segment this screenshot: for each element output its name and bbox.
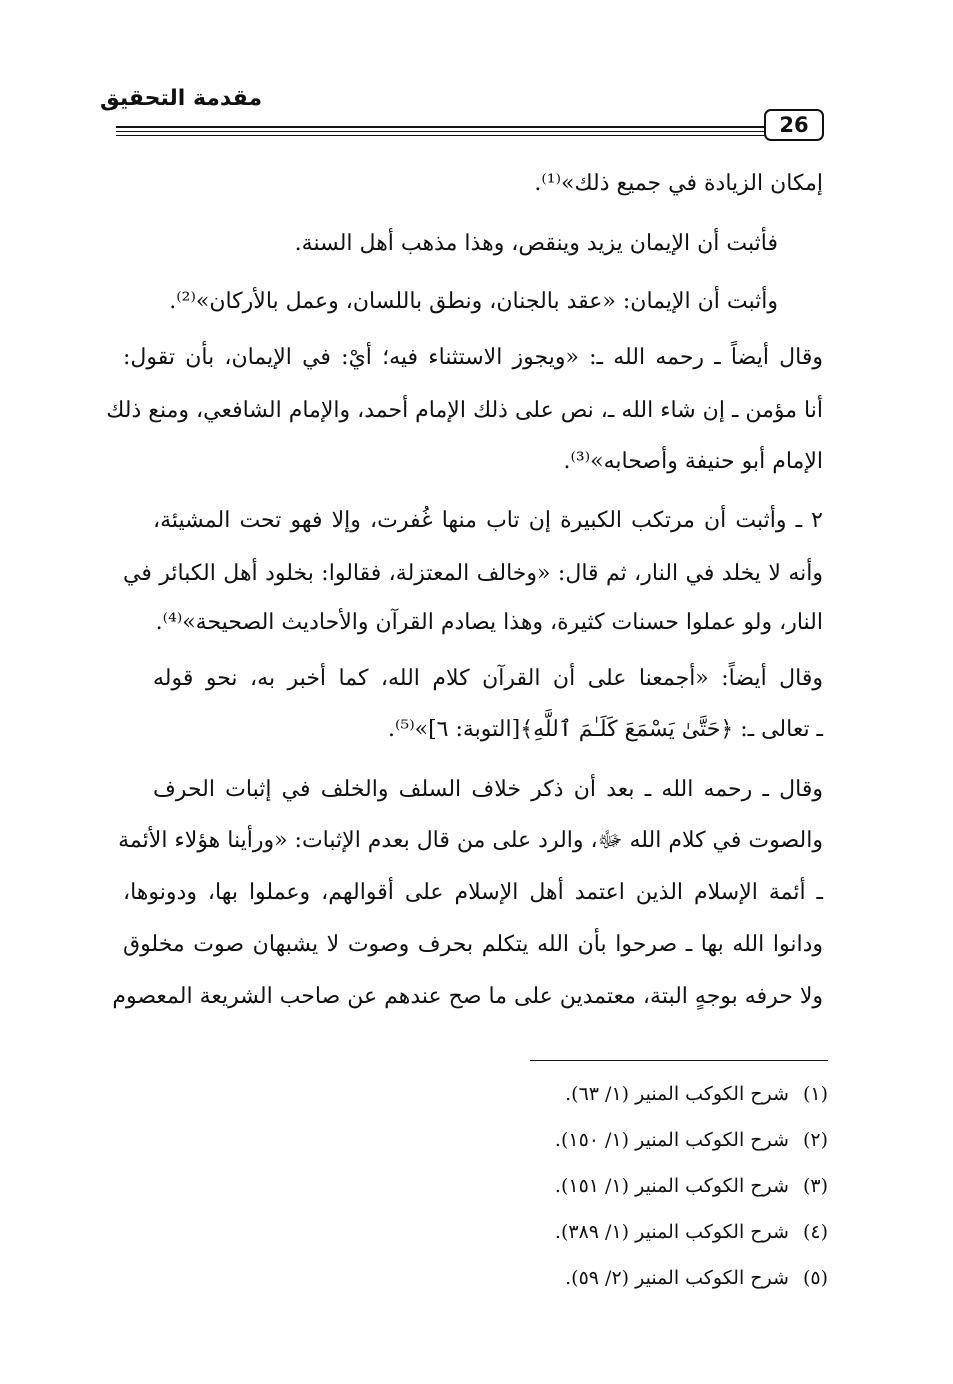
body-line: والصوت في كلام الله ﷻ، والرد على من قال بعدم الإثبات: «ورأينا هؤلاء الأئمة xyxy=(118,828,823,853)
footnote xyxy=(555,1125,828,1155)
body-line: وقال أيضاً ـ رحمه الله ـ: «ويجوز الاستثناء فيه؛ أيْ: في الإيمان، بأن تقول: xyxy=(123,345,823,370)
footnote-text: شرح الكوكب المنير (٢/ ٥٩). xyxy=(565,1267,789,1289)
body-line: ٢ ـ وأثبت أن مرتكب الكبيرة إن تاب منها غُفرت، وإلا فهو تحت المشيئة، xyxy=(153,508,823,533)
page-number: 26 xyxy=(764,109,824,141)
header-rule xyxy=(116,126,766,128)
footnote-text: شرح الكوكب المنير (١/ ٣٨٩). xyxy=(554,1221,789,1243)
body-line: وأنه لا يخلد في النار، ثم قال: «وخالف المعتزلة، فقالوا: بخلود أهل الكبائر في xyxy=(123,561,823,586)
body-line: وقال أيضاً: «أجمعنا على أن القرآن كلام الله، كما أخبر به، نحو قوله xyxy=(153,666,823,691)
footnote xyxy=(565,1079,828,1109)
body-line: ـ أئمة الإسلام الذين اعتمد أهل الإسلام على أقوالهم، وعملوا بها، ودونوها، xyxy=(123,880,823,905)
body-line: فأثبت أن الإيمان يزيد وينقص، وهذا مذهب أهل السنة. xyxy=(294,231,778,256)
footnote xyxy=(565,1263,828,1293)
body-line: إمكان الزيادة في جميع ذلك»⁽¹⁾. xyxy=(534,171,823,196)
footnote-text: شرح الكوكب المنير (١/ ١٥١). xyxy=(554,1175,789,1197)
body-line: ولا حرفه بوجهٍ البتة، معتمدين على ما صح عندهم عن صاحب الشريعة المعصوم xyxy=(112,984,823,1009)
footnote-number: (٣) xyxy=(802,1175,828,1197)
body-line: أنا مؤمن ـ إن شاء الله ـ، نص على ذلك الإمام أحمد، والإمام الشافعي، ومنع ذلك xyxy=(106,398,823,423)
body-line: ـ تعالى ـ: ﴿حَتَّىٰ يَسْمَعَ كَلَـٰمَ ٱللَّهِ﴾[التوبة: ٦]»⁽⁵⁾. xyxy=(387,717,823,742)
footnote xyxy=(555,1217,828,1247)
body-line: الإمام أبو حنيفة وأصحابه»⁽³⁾. xyxy=(563,449,823,474)
running-header-title: مقدمة التحقيق xyxy=(100,86,263,111)
header-rule xyxy=(116,131,766,132)
footnote xyxy=(555,1171,828,1201)
footnote-number: (٤) xyxy=(802,1221,828,1243)
header-rule xyxy=(116,135,766,136)
body-line: وأثبت أن الإيمان: «عقد بالجنان، ونطق باللسان، وعمل بالأركان»⁽²⁾. xyxy=(169,289,778,314)
footnote-number: (١) xyxy=(802,1083,828,1105)
body-line: وقال ـ رحمه الله ـ بعد أن ذكر خلاف السلف والخلف في إثبات الحرف xyxy=(153,777,823,802)
footnote-separator xyxy=(530,1060,828,1061)
footnote-number: (٢) xyxy=(802,1129,828,1151)
body-line: ودانوا الله بها ـ صرحوا بأن الله يتكلم بحرف وصوت لا يشبهان صوت مخلوق xyxy=(123,932,823,957)
footnote-text: شرح الكوكب المنير (١/ ١٥٠). xyxy=(554,1129,789,1151)
footnote-text: شرح الكوكب المنير (١/ ٦٣). xyxy=(565,1083,789,1105)
footnote-number: (٥) xyxy=(802,1267,828,1289)
body-line: النار، ولو عملوا حسنات كثيرة، وهذا يصادم القرآن والأحاديث الصحيحة»⁽⁴⁾. xyxy=(155,610,823,635)
